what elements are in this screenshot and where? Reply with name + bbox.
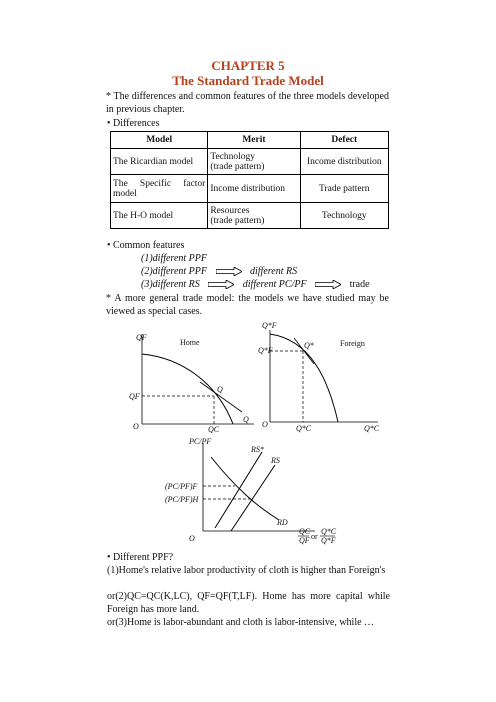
different-ppf-heading: • Different PPF? [107, 552, 174, 563]
table-cell-model: The Specific factor model [111, 175, 208, 203]
market-x-num2: Q*C [321, 527, 337, 536]
right-arrow-icon [216, 267, 242, 276]
rs-star-curve [215, 452, 262, 528]
foreign-qf-label: Q*F [258, 346, 273, 355]
table-row [111, 203, 389, 229]
column-header: Model [111, 132, 208, 149]
table-cell-defect: Trade pattern [300, 175, 388, 203]
market-y-label: PC/PF [189, 437, 212, 446]
home-ppf-graph [122, 328, 262, 433]
table-cell-merit: Income distribution [208, 175, 300, 203]
relative-market-graph [165, 435, 340, 547]
rs-star-label: RS* [251, 445, 264, 454]
foreign-origin: O [262, 420, 268, 429]
table-cell-defect: Technology [300, 203, 388, 229]
differences-heading: • Differences [107, 118, 160, 129]
foreign-point-label: Q* [304, 341, 314, 350]
foreign-x-label: Q*C [364, 424, 380, 433]
home-origin: O [133, 422, 139, 431]
home-y-label: QF [136, 333, 147, 342]
market-x-den: QF [299, 536, 310, 545]
rs-label: RS [271, 456, 280, 465]
different-ppf-item: or(2)QC=QC(K,LC), QF=QF(T,LF). Home has more capital while Foreign has more land. [107, 591, 390, 615]
common-heading: • Common features [107, 240, 185, 251]
chapter-heading: CHAPTER 5 [211, 58, 285, 73]
table-row [111, 175, 389, 203]
table-cell-defect: Income distribution [300, 149, 388, 175]
column-header: Merit [208, 132, 300, 149]
table-cell-merit: Resources (trade pattern) [208, 203, 300, 229]
different-ppf-item: (1)Home's relative labor productivity of cloth is higher than Foreign's [107, 565, 386, 576]
table-row [111, 149, 389, 175]
common-item: (3)different RS different PC/PF trade [141, 279, 370, 290]
home-qc-label: QC [208, 425, 220, 433]
column-header: Defect [300, 132, 388, 149]
foreign-ppf-graph [258, 318, 388, 433]
table-cell-model: The Ricardian model [111, 149, 208, 175]
table-header-row [111, 132, 389, 149]
home-title: Home [180, 338, 200, 347]
foreign-y-label: Q*F [262, 321, 277, 330]
common-item: (2)different PPF different RS [141, 266, 298, 277]
foreign-qc-label: Q*C [296, 424, 312, 433]
market-x-num: QC [299, 527, 311, 536]
differences-table [110, 131, 389, 229]
table-cell-merit: Technology (trade pattern) [208, 149, 300, 175]
right-arrow-icon [315, 280, 341, 289]
ph-label: (PC/PF)H [165, 495, 199, 504]
rs-curve [231, 465, 275, 531]
general-note: * A more general trade model: the models we have studied may be viewed as special cases. [106, 293, 389, 317]
table-cell-model: The H-O model [111, 203, 208, 229]
market-x-or: or [311, 532, 318, 541]
home-x-label: Q [243, 415, 249, 424]
right-arrow-icon [208, 280, 234, 289]
market-x-den2: Q*F [321, 536, 336, 545]
common-item: (1)different PPF [141, 253, 207, 264]
different-ppf-item: or(3)Home is labor-abundant and cloth is labor-intensive, while … [107, 617, 375, 628]
rd-label: RD [277, 518, 288, 527]
pf-label: (PC/PF)F [165, 482, 198, 491]
home-point-label: Q [217, 385, 223, 394]
intro-note: * The differences and common features of the three models developed in previous chapter. [106, 91, 389, 115]
home-qf-label: QF [129, 392, 140, 401]
foreign-title: Foreign [340, 339, 365, 348]
market-origin: O [189, 534, 195, 543]
chapter-title: The Standard Trade Model [172, 73, 324, 88]
